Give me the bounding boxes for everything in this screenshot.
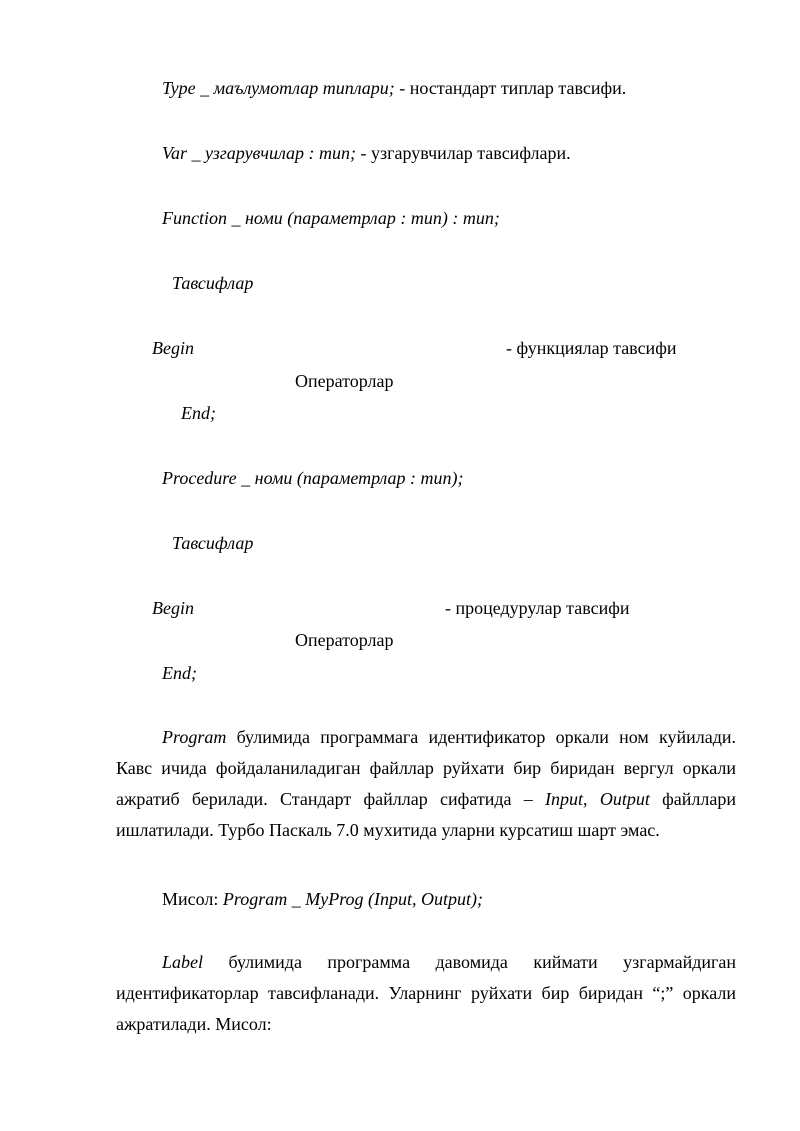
var-desc: - узгарувчилар тавсифлари. — [356, 143, 571, 163]
program-text-1: булимида программага идентификатор оркали ном куйилади. Кавс ичида фойдаланиладиган файллар руйхати бир биридан вергул оркали ажратиб берилади. Стандарт файллар сифатида – — [116, 727, 736, 809]
function-comment: - функциялар тавсифи — [506, 338, 677, 358]
function-line: Function _ номи (параметрлар : тип) : тип; — [162, 208, 500, 228]
input-keyword: Input — [545, 789, 584, 809]
function-operators: Операторлар — [295, 371, 394, 391]
example-label: Мисол: — [162, 889, 223, 909]
var-code: Var _ узгарувчилар : тип; — [162, 143, 357, 163]
label-text: булимида программа давомида киймати узгармайдиган идентификаторлар тавсифланади. Уларнинг руйхати бир биридан “;” оркали ажратилади. Мисол: — [116, 952, 736, 1034]
type-line — [162, 76, 626, 100]
function-descriptions: Тавсифлар — [172, 273, 254, 293]
type-desc: - ностандарт типлар тавсифи. — [394, 78, 627, 98]
program-keyword: Program — [162, 727, 227, 747]
example-code: Program _ MyProg (Input, Output); — [222, 889, 484, 909]
program-comma: , — [583, 789, 600, 809]
label-keyword: Label — [162, 952, 204, 972]
example-line — [162, 887, 483, 911]
procedure-comment: - процедурулар тавсифи — [445, 598, 630, 618]
procedure-operators: Операторлар — [295, 630, 394, 650]
procedure-line: Procedure _ номи (параметрлар : тип); — [162, 468, 464, 488]
function-end: End; — [181, 403, 216, 423]
type-code: Type _ маълумотлар типлари; — [162, 78, 395, 98]
procedure-descriptions: Тавсифлар — [172, 533, 254, 553]
label-paragraph — [116, 947, 736, 1040]
var-line — [162, 141, 571, 165]
program-paragraph — [116, 722, 736, 846]
procedure-begin: Begin — [152, 598, 194, 618]
procedure-end: End; — [162, 663, 197, 683]
function-begin: Begin — [152, 338, 194, 358]
output-keyword: Output — [599, 789, 650, 809]
program-text-2: файллари ишлатилади. Турбо Паскаль 7.0 мухитида уларни курсатиш шарт эмас. — [116, 789, 736, 840]
